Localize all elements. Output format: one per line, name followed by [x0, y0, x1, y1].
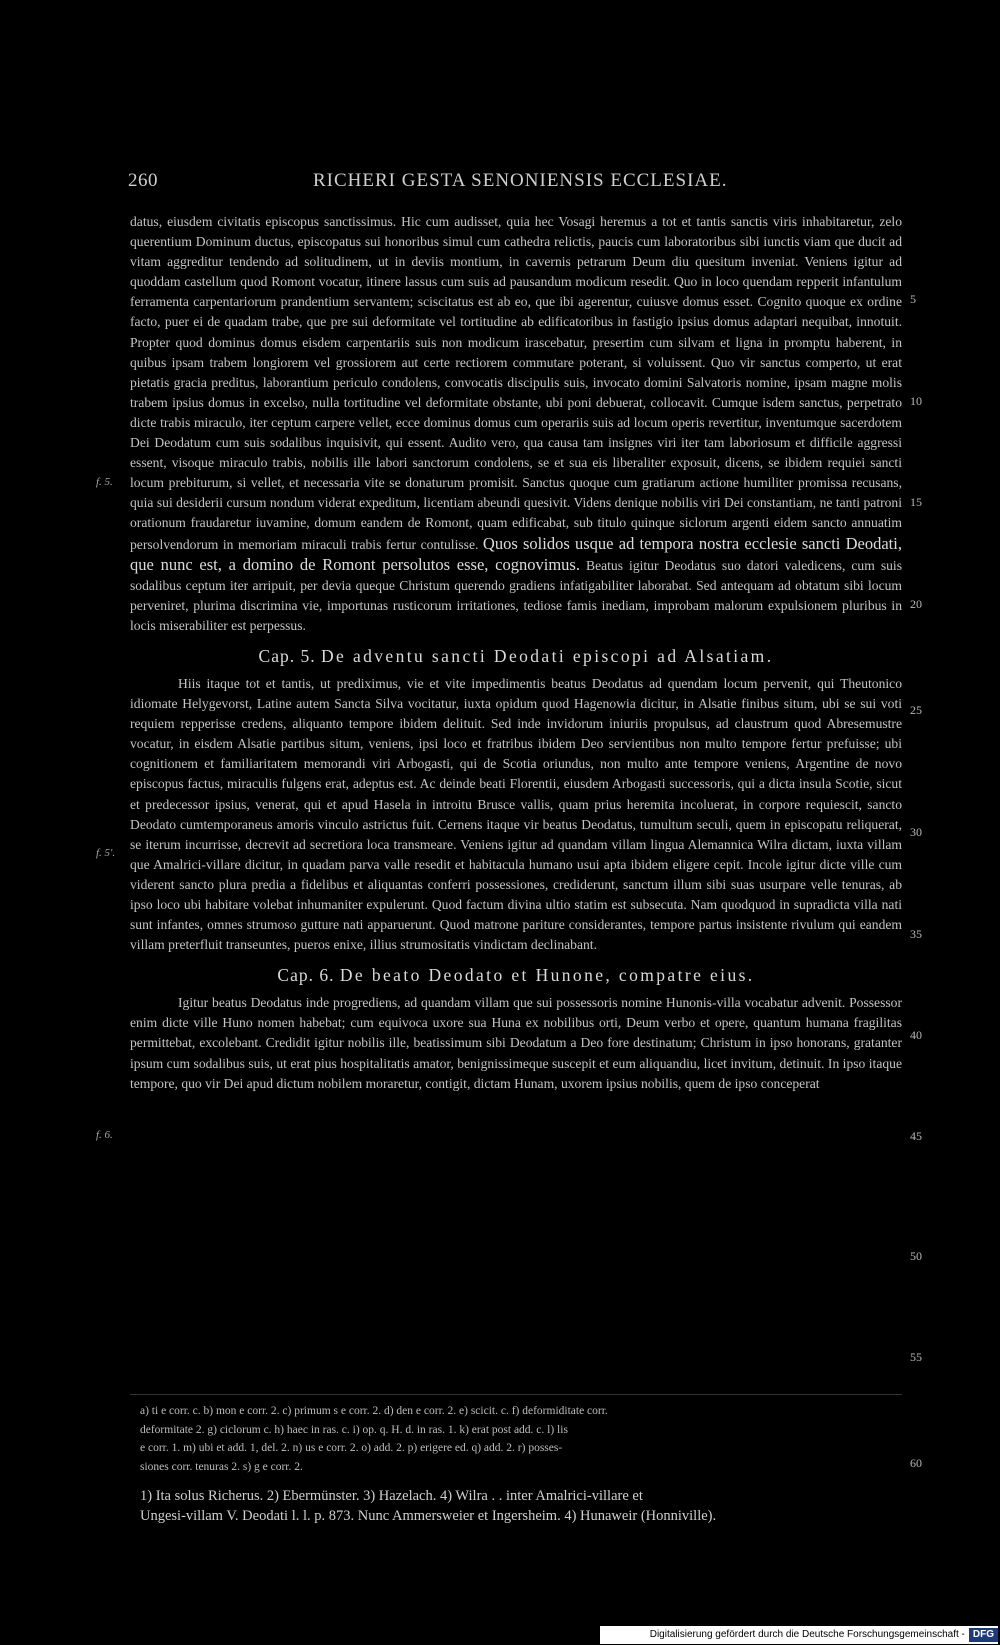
- chapter-6-title: De beato Deodato et Hunone, compatre eius.: [339, 965, 755, 986]
- main-text: [130, 212, 902, 1094]
- folio-reference: f. 5.: [96, 476, 113, 488]
- apparatus-line: siones corr. tenuras 2. s) g e corr. 2.: [140, 1460, 303, 1473]
- chapter-5-title: De adventu sancti Deodati episcopi ad Alsatiam.: [320, 645, 774, 666]
- line-number: 5: [910, 292, 916, 306]
- chapter-6-number: Cap. 6.: [277, 965, 335, 986]
- paragraph-1-large-insert: Quos solidos usque ad tempora nostra ecclesie sancti Deodati, que nunc est, a domino de Romont persolutos esse, cognovimus.: [130, 533, 902, 574]
- paragraph-2: Hiis itaque tot et tantis, ut prediximus, vie et vite impedimentis beatus Deodatus ad quendam locum pervenit, qui Theutonico idiomate Helygevorst, Latine autem Sancta Silva vocitatur, iuxta opidum quod Hagenowia dicitur, in Alsatie finibus situm, ubi se sui voti requiem repperisse credens, aliquanto tempore ibidem delituit. Sed inde invidorum iniuriis propulsus, ad claustrum quod Abresemustre vocatur, in eisdem Alsatie partibus situm, veniens, ipsi loco et fratribus ibidem Deo servientibus non multo tempore fertur prefuisse; ubi cognitionem et familiaritatem memorandi viri Arbogasti, qui de Scotia oriundus, non multo ante tempore veniens, Argentine de novo episcopus factus, miraculis fulgens erat, adeptus est. Ac deinde beati Florentii, eiusdem Arbogasti successoris, qui a dicta insula Scotie, sicut et predecessor ipsius, venerat, qui et apud Hasela in introitu Brusce vallis, quam prius heremita incoluerat, in corpore requiescit, sancto Deodato cumtemporaneus amoris vinculo astrictus fuit. Cernens itaque vir beatus Deodatus, tumultum seculi, quem in episcopatu reliquerat, se iterum incurrisse, decrevit ad secretiora loca transmeare. Veniens igitur ad quandam villam lingua Alemannica Wilra dictam, iuxta villam que Amalrici-villare dicitur, in quadam parva valle resedit et habitacula humano usui apta ibidem eligere cepit. Incole igitur dicte ville cum viderent sancto plura predia a fidelibus et aliquantas conferri possessiones, crediderunt, sanctum illum sibi suas usurpare velle tenuras, ab ipso loco ubi habitare volebat inhumaniter expulerunt. Quod factum divina ultio statim est subsecuta. Nam quodquod in supradicta villa nati sunt infantes, omnes strumoso gutture nati apparuerunt. Quod matrone pariture considerantes, tempore partus insistente rivulum qui eandem villam preterfluit transeuntes, pueros enixe, illius strumositatis vindictam declinabant.: [130, 675, 902, 953]
- digitization-footer: [600, 1626, 998, 1644]
- footnotes: [140, 1486, 910, 1526]
- line-number: 20: [910, 597, 922, 611]
- apparatus-line: a) ti e corr. c. b) mon e corr. 2. c) primum s e corr. 2. d) den e corr. 2. e) scicit. c. f) deformiditate corr.: [140, 1405, 608, 1417]
- paragraph-1: [130, 212, 902, 636]
- page-header: [128, 170, 918, 198]
- notes-divider: [130, 1394, 902, 1395]
- line-number: 25: [910, 703, 922, 717]
- line-number: 60: [910, 1456, 922, 1470]
- line-number: 40: [910, 1028, 922, 1042]
- chapter-5-number: Cap. 5.: [258, 645, 316, 666]
- apparatus-line: e corr. 1. m) ubi et add. 1, del. 2. n) us e corr. 2. o) add. 2. p) erigere ed. q) add. 2. r) posses-: [140, 1442, 563, 1454]
- line-number: 45: [910, 1129, 922, 1143]
- chapter-6-heading: [130, 963, 902, 987]
- footer-text: Digitalisierung gefördert durch die Deutsche Forschungsgemeinschaft -: [649, 1629, 965, 1640]
- line-number: 55: [910, 1350, 922, 1364]
- chapter-5-heading: [130, 644, 902, 668]
- footnote-line: 1) Ita solus Richerus. 2) Ebermünster. 3) Hazelach. 4) Wilra . . inter Amalrici-villare et: [140, 1488, 643, 1504]
- dfg-logo: DFG: [969, 1628, 998, 1642]
- page-number: 260: [128, 170, 158, 191]
- footnote-line: Ungesi-villam V. Deodati l. l. p. 873. Nunc Ammersweier et Ingersheim. 4) Hunaweir (Honniville).: [140, 1508, 717, 1524]
- line-number: 10: [910, 394, 922, 408]
- paragraph-1-text: datus, eiusdem civitatis episcopus sanctissimus. Hic cum audisset, quia hec Vosagi heremus a tot et tantis sanctis viris inhabitaretur, zelo querentium Dominum ductus, episcopatus sui honoribus simul cum cathedra relictis, paucis cum laboratoribus sibi iunctis viam que ducit ad vitam aggreditur tendendo ad solitudinem, ut in deviis montium, in cavernis petrarum Deum diu quesitum inveniat. Veniens igitur ad quoddam castellum quod Romont vocatur, itinere lassus cum suis ad pausandum modicum resedit. Quo in loco quendam repperit infantulum ferramenta carpentariorum prandentium servantem; sciscitatus est ab eo, que ibi agerentur, cuiusve domus esset. Cognito quoque ex ordine facto, puer ei de quadam trabe, que pre sui deformitate vel tortitudine ab edificatoribus in fastigio ipsius domus adaptari nequibat, innotuit. Propter quod dominus domus eisdem carpentariis suis non modicum irascebatur, presertim cum silvam et ligna in promptu haberent, in quibus ipsam trabem longiorem vel grossiorem aut certe rectiorem commutare poterant, si voluissent. Quo vir sanctus comperto, ut erat pietatis gracia preditus, laborantium periculo condolens, convocatis discipulis suis, invocato domini Salvatoris nomine, ipsam magne molis trabem ipsius domus in excelso, nulla tortitudine vel deformitate obstante, ubi poni debuerat, collocavit. Cumque isdem sanctus, perpetrato dicte trabis miraculo, iter ceptum carpere vellet, ecce dominus domus cum operariis suis ad locum operis revertitur, inventumque sacerdotem Dei Deodatum cum suis sodalibus inquisivit, qui essent. Audito vero, qua causa tam insignes viri iter tam laboriosum et difficile aggressi essent, visoque miraculo trabis, nobilis ille labori sanctorum condolens, se et sua eis liberaliter exposuit, dicens, se ibidem requiei sancti locum prebiturum, si vellet, et necessaria vite se donaturum promisit. Sanctus quoque cum gratiarum actione humiliter promissa recusans, quia sui desiderii cursum nondum viderat expeditum, licentiam abeundi quesivit. Videns denique nobilis viri Dei constantiam, ne tanti patroni orationum fraudaretur iuvamine, domum eandem de Romont, quam edificabat, sub titulo quinque siclorum argenti eidem sancto annuatim persolvendorum in memoriam miraculi trabis fertur contulisse.: [130, 214, 902, 552]
- folio-reference: f. 5'.: [96, 847, 116, 859]
- folio-reference: f. 6.: [96, 1129, 113, 1141]
- line-number: 15: [910, 495, 922, 509]
- line-number: 50: [910, 1249, 922, 1263]
- paragraph-1-end: Beatus igitur Deodatus suo datori valedicens, cum suis sodalibus ceptum iter arripuit, per devia queque Christum querendo gradiens infatigabiliter laborabat. Sed antequam ad obtatum sibi locum perveniret, plurima discrimina vie, importunas rusticorum irritationes, tediose famis inediam, improbam malorum expulsionem pluribus in locis miserabiliter est perpessus.: [130, 557, 902, 633]
- running-title: RICHERI GESTA SENONIENSIS ECCLESIAE.: [313, 170, 728, 191]
- paragraph-3: Igitur beatus Deodatus inde progrediens, ad quandam villam que sui possessoris nomine Hunonis-villa vocabatur advenit. Possessor enim dicte ville Huno nomen habebat; cum equivoca uxore sua Huna ex nobilibus orti, Deum verbo et opere, quantum humana fragilitas permittebat, excolebant. Credidit igitur nobilis ille, beatissimum sibi Deodatum a Deo fore destinatum; Christum in ipso honorans, gratanter ipsum cum sodalibus suis, ut erat pius hospitalitatis amator, benignissimeque suscepit et eum aliquandiu, licet invitum, detinuit. In ipso itaque tempore, quo vir Dei apud dictum nobilem moraretur, contigit, dictam Hunam, uxorem ipsius nobilis, quem de ipso conceperat: [130, 995, 902, 1091]
- critical-apparatus: [140, 1402, 910, 1476]
- apparatus-line: deformitate 2. g) ciclorum c. h) haec in ras. c. i) op. q. H. d. in ras. 1. k) erat post add. c. l) lis: [140, 1423, 568, 1436]
- line-number: 30: [910, 825, 922, 839]
- line-number: 35: [910, 927, 922, 941]
